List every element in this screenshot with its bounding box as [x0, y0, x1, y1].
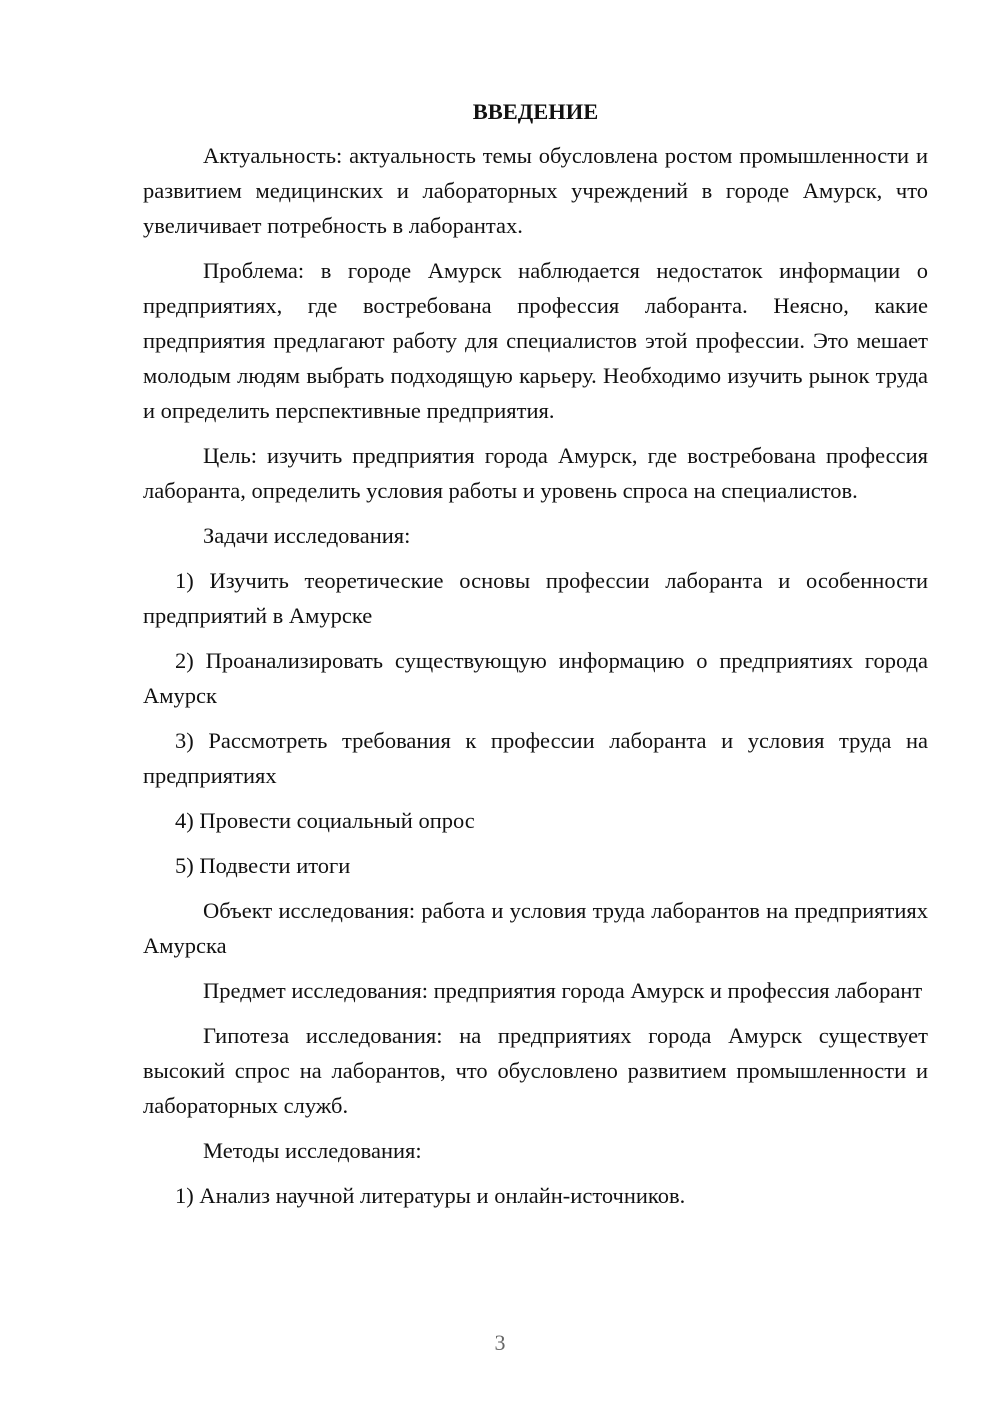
tasks-heading: Задачи исследования:: [203, 523, 411, 548]
problem-paragraph: Проблема: в городе Амурск наблюдается недостаток информации о предприятиях, где востребована профессия лаборанта. Неясно, какие предприятия предлагают работу для специалистов этой профессии. Это мешает молодым людям выбрать подходящую карьеру. Необходимо изучить рынок труда и определить перспективные предприятия.: [143, 258, 928, 423]
hypothesis-paragraph: Гипотеза исследования: на предприятиях города Амурск существует высокий спрос на лаборантов, что обусловлено развитием промышленности и лабораторных служб.: [143, 1023, 928, 1118]
subject-paragraph: Предмет исследования: предприятия города Амурск и профессия лаборант: [203, 978, 923, 1003]
task-item: 3) Рассмотреть требования к профессии лаборанта и условия труда на предприятиях: [143, 728, 928, 788]
relevance-paragraph: Актуальность: актуальность темы обусловлена ростом промышленности и развитием медицинских и лабораторных учреждений в городе Амурск, что увеличивает потребность в лаборантах.: [143, 143, 928, 238]
task-item: 5) Подвести итоги: [175, 853, 351, 878]
methods-heading: Методы исследования:: [203, 1138, 422, 1163]
task-item: 4) Провести социальный опрос: [175, 808, 475, 833]
page-content: [143, 94, 928, 1223]
method-item: 1) Анализ научной литературы и онлайн-источников.: [175, 1183, 686, 1208]
page-title: ВВЕДЕНИЕ: [472, 99, 599, 124]
task-item: 2) Проанализировать существующую информацию о предприятиях города Амурск: [143, 648, 928, 708]
object-paragraph: Объект исследования: работа и условия труда лаборантов на предприятиях Амурска: [143, 898, 928, 958]
page-number: 3: [494, 1330, 506, 1355]
task-item: 1) Изучить теоретические основы профессии лаборанта и особенности предприятий в Амурске: [143, 568, 928, 628]
goal-paragraph: Цель: изучить предприятия города Амурск, где востребована профессия лаборанта, определить условия работы и уровень спроса на специалистов.: [143, 443, 928, 503]
